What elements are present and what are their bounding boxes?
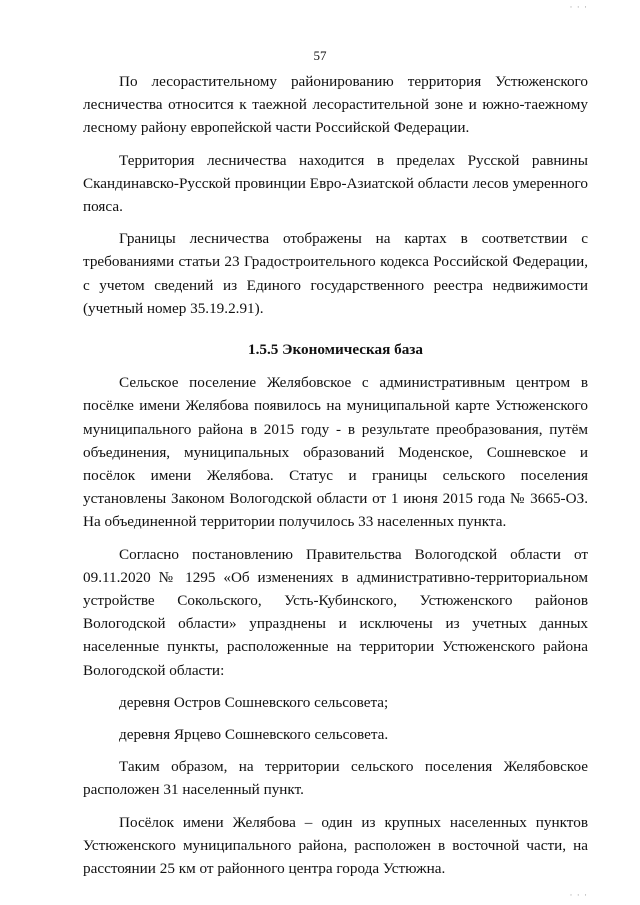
paragraph-forest-zoning: По лесорастительному районированию территория Устюженского лесничества относится к таежной лесорастительной зоне и южно-таежному лесному району европейской части Российской Федерации. [83,73,588,137]
list-item: деревня Ярцево Сошневского сельсовета. [119,726,389,744]
scan-artifact-bottom: · · · [569,890,588,900]
paragraph-settlement-count: Таким образом, на территории сельского поселения Желябовское расположен 31 населенный пункт. [83,758,588,799]
page-number: 57 [313,48,327,63]
section-heading: 1.5.5 Экономическая база [247,341,423,359]
paragraph-forest-location: Территория лесничества находится в пределах Русской равнины Скандинавско-Русской провинции Евро-Азиатской области лесов умеренного пояса. [83,151,588,216]
list-item: деревня Остров Сошневского сельсовета; [119,693,389,711]
paragraph-government-decree: Согласно постановлению Правительства Вологодской области от 09.11.2020 № 1295 «Об изменениях в административно-территориальном устройстве Сокольского, Усть-Кубинского, Устюженского районов Вологодской области» упразднены и исключены из учетных данных населенные пункты, расположенные на территории Устюженского района Вологодской области: [83,545,588,679]
paragraph-forest-boundaries: Границы лесничества отображены на картах в соответствии с требованиями статьи 23 Градостроительного кодекса Российской Федерации, с учетом сведений из Единого государственного реестра недвижимости (учетный номер 35.19.2.91). [83,230,588,317]
paragraph-zhelyabova-location: Посёлок имени Желябова – один из крупных населенных пунктов Устюженского муниципального района, расположен в восточной части, на расстоянии 25 км от районного центра города Устюжна. [83,813,588,878]
document-body [83,70,588,889]
scan-artifact-top: · · · [569,2,588,12]
paragraph-settlement-history: Сельское поселение Желябовское с административным центром в посёлке имени Желябова появилось на муниципальной карте Устюженского муниципального района в 2015 году - в результате преобразования, путём объединения, муниципальных образований Моденское, Сошневское и посёлок имени Желябова. Статус и границы сельского поселения установлены Законом Вологодской области от 1 июня 2015 года № 3665-ОЗ. На объединенной территории получилось 33 населенных пункта. [83,374,588,531]
